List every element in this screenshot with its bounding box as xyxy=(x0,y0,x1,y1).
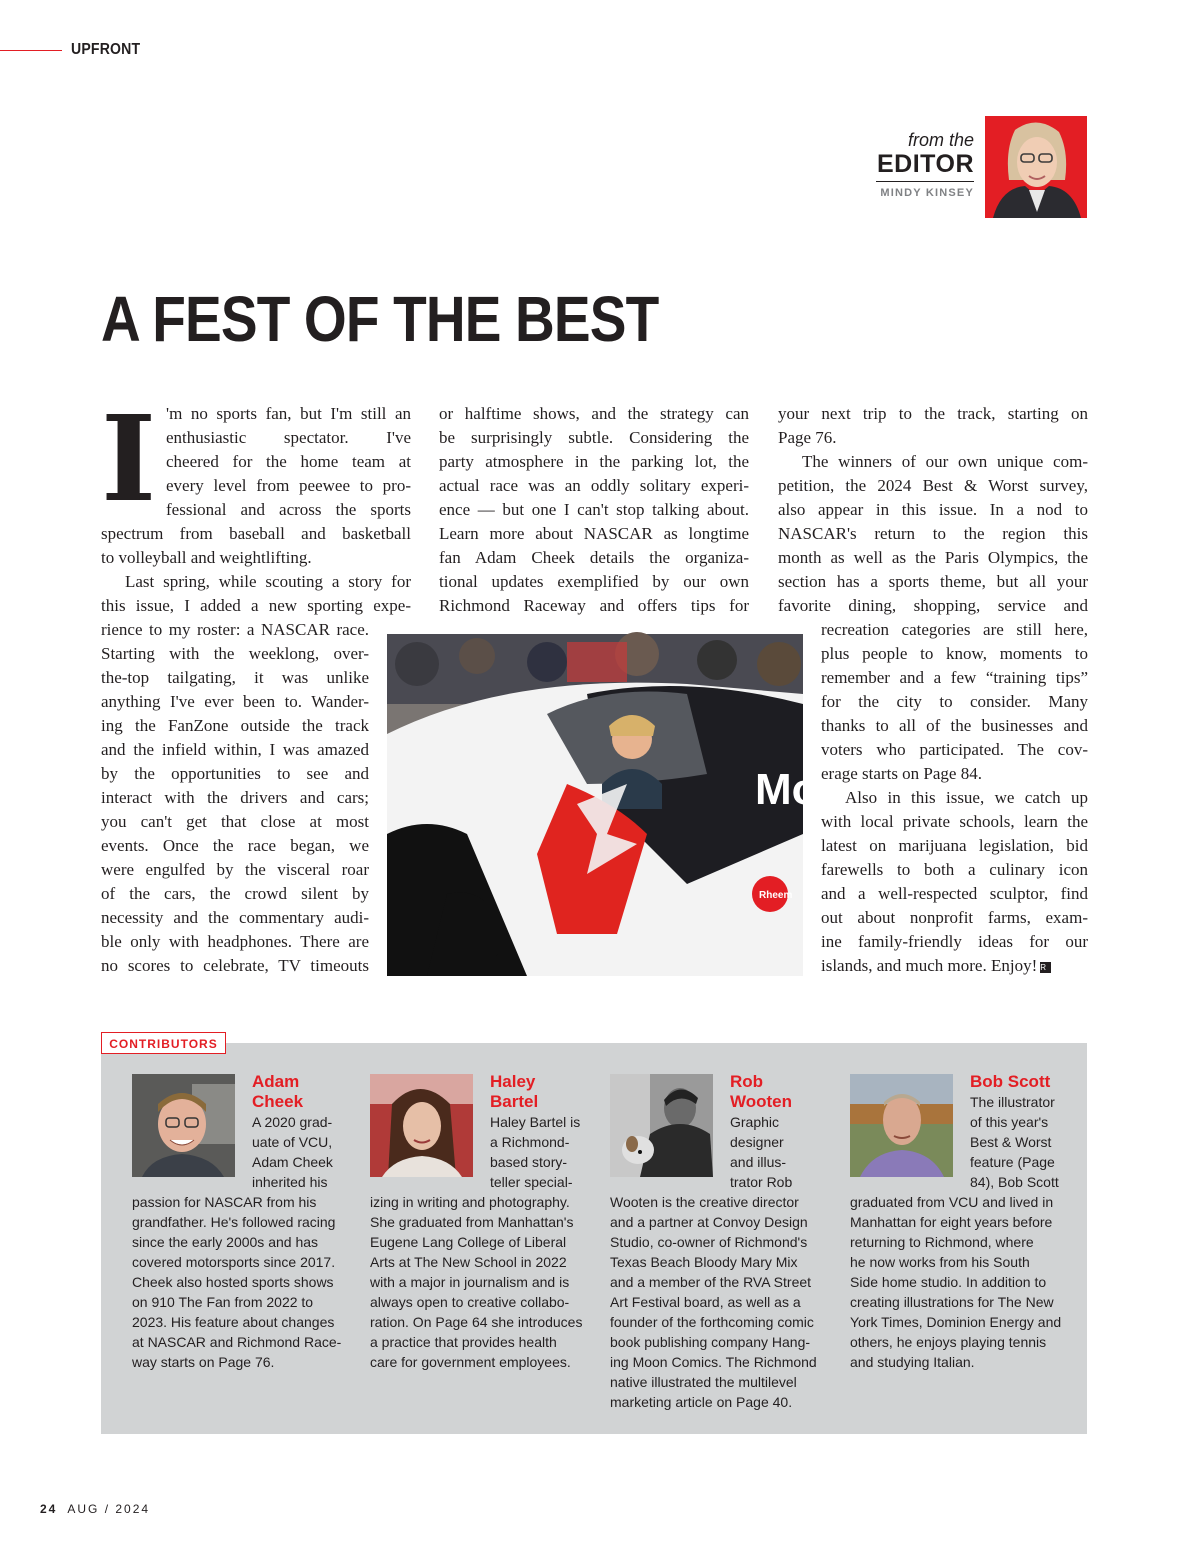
text-line: by the opportunities to see and xyxy=(101,764,369,783)
text-line: Last spring, while scouting a story for xyxy=(125,572,411,591)
contributor-photo xyxy=(132,1074,235,1177)
text-line: The winners of our own unique com- xyxy=(802,452,1088,471)
text-line: you can't get that close at most xyxy=(101,812,369,831)
text-line: favorite dining, shopping, service and xyxy=(778,596,1088,615)
text-line: interact with the drivers and cars; xyxy=(101,788,369,807)
text-line: recreation categories are still here, xyxy=(821,620,1088,639)
text-line: latest on marijuana legislation, bid xyxy=(821,836,1088,855)
contributor-bio: Graphic designer and illus- trator Rob xyxy=(730,1114,793,1190)
editor-name: MINDY KINSEY xyxy=(880,187,974,199)
text-line: the-top tailgating, it was unlike xyxy=(101,668,369,687)
text-line: every level from peewee to pro- xyxy=(166,476,411,495)
text-line: were engulfed by the visceral roar xyxy=(101,860,369,879)
text-line xyxy=(821,954,1088,978)
race-car-photo xyxy=(387,634,819,976)
contributor-photo xyxy=(850,1074,953,1177)
text-line: Page 76. xyxy=(778,428,837,447)
editor-label: EDITOR xyxy=(877,150,974,178)
section-rule xyxy=(0,50,62,51)
text-line: with local private schools, learn the xyxy=(821,812,1088,831)
text-line: erage starts on Page 84. xyxy=(821,764,982,783)
text-line: necessity and the commentary audi- xyxy=(101,908,369,927)
text-line: party atmosphere in the parking lot, the xyxy=(439,452,749,471)
text-line: voters who participated. The cov- xyxy=(821,740,1088,759)
contributor-photo xyxy=(610,1074,713,1177)
contributor-bio-continued: Wooten is the creative director and a partner at Convoy Design Studio, co-owner of Richmond's Texas Beach Bloody Mary Mix and a member of the RVA Street Art Festival board, as well as a founder of the forthcoming comic book publishing company Hang- ing Moon Comics. The Richmond native illustrated the multilevel marketing article on Page 40. xyxy=(610,1194,817,1410)
text-line: spectrum from baseball and basketball xyxy=(101,524,411,543)
text-line: also appear in this issue. In a nod to xyxy=(778,500,1088,519)
text-line: thanks to all of the businesses and xyxy=(821,716,1088,735)
text-line: ine family-friendly ideas for our xyxy=(821,932,1088,951)
text-line: fan Adam Cheek details the organiza- xyxy=(439,548,749,567)
contributors-label: CONTRIBUTORS xyxy=(101,1032,226,1054)
contributor-name: Adam Cheek xyxy=(252,1072,304,1111)
drop-cap: I xyxy=(101,389,157,528)
from-the-label: from the xyxy=(907,130,974,150)
contributor-photo xyxy=(370,1074,473,1177)
text-line: for the city to consider. Many xyxy=(821,692,1088,711)
page-folio xyxy=(40,1502,150,1516)
text-line: of the cars, the crowd silent by xyxy=(101,884,369,903)
headline: A FEST OF THE BEST xyxy=(101,283,659,355)
text-line: Also in this issue, we catch up xyxy=(845,788,1088,807)
section-label: UPFRONT xyxy=(71,41,141,58)
contributor-name: Haley Bartel xyxy=(490,1072,539,1111)
contributor-bio-continued: izing in writing and photography. She graduated from Manhattan's Eugene Lang College of Liberal Arts at The New School in 2022 with a major in journalism and is always open to creative collabo- ration. On Page 64 she introduces a practice that provides health care for government employees. xyxy=(370,1194,583,1370)
contributor-bio: The illustrator of this year's Best & Worst feature (Page 84), Bob Scott xyxy=(970,1094,1059,1190)
text-line: no scores to celebrate, TV timeouts xyxy=(101,956,369,975)
text-line: 'm no sports fan, but I'm still an xyxy=(166,404,411,423)
text-line: farewells to both a culinary icon xyxy=(821,860,1088,879)
contributor-bio: A 2020 grad- uate of VCU, Adam Cheek inherited his xyxy=(252,1114,333,1190)
text-line: and a well-respected sculptor, find xyxy=(821,884,1088,903)
text-line: Learn more about NASCAR as longtime xyxy=(439,524,749,543)
contributor-bio: Haley Bartel is a Richmond- based story- teller special- xyxy=(490,1114,581,1190)
contributor-bio-continued: graduated from VCU and lived in Manhattan for eight years before returning to Richmond, where he now works from his South Side home studio. In addition to creating illustrations for The New York Times, Dominion Energy and others, he enjoys playing tennis and studying Italian. xyxy=(850,1194,1062,1370)
text-line: your next trip to the track, starting on xyxy=(778,404,1088,423)
text-line: month as well as the Paris Olympics, the xyxy=(778,548,1088,567)
text-line: ing the FanZone outside the track xyxy=(101,716,369,735)
text-line: fessional and across the sports xyxy=(166,500,411,519)
page-number: 24 xyxy=(40,1502,58,1516)
text-line: section has a sports theme, but all your xyxy=(778,572,1088,591)
text-line: ble only with headphones. There are xyxy=(101,932,369,951)
text-line-end: islands, and much more. Enjoy! xyxy=(821,956,1038,975)
contributor-name: Bob Scott xyxy=(970,1072,1051,1091)
text-line: petition, the 2024 Best & Worst survey, xyxy=(778,476,1088,495)
contributor-bio-continued: passion for NASCAR from his grandfather. He's followed racing since the early 2000s and has covered motorsports since 2017. Cheek also hosted sports shows on 910 The Fan from 2022 to 2023. His feature about changes at NASCAR and Richmond Race- way starts on Page 76. xyxy=(132,1194,342,1370)
text-line: ence — but one I can't stop talking about. xyxy=(439,500,749,519)
text-line: anything I've ever been to. Wander- xyxy=(101,692,369,711)
article-col3 xyxy=(778,402,1088,618)
article-col1-top xyxy=(166,402,411,522)
text-line: actual race was an oddly solitary experi- xyxy=(439,476,749,495)
end-mark-icon: R xyxy=(1040,962,1051,973)
text-line: out about nonprofit farms, exam- xyxy=(821,908,1088,927)
issue-date: AUG / 2024 xyxy=(67,1502,151,1516)
text-line: to volleyball and weightlifting. xyxy=(101,548,312,567)
editor-divider xyxy=(876,181,974,182)
text-line: enthusiastic spectator. I've xyxy=(166,428,411,447)
editor-portrait xyxy=(985,116,1087,218)
car-sponsor-text: Rheem xyxy=(759,890,793,901)
text-line: rience to my roster: a NASCAR race. xyxy=(101,620,369,639)
text-line: Richmond Raceway and offers tips for xyxy=(439,596,749,615)
text-line: cheered for the home team at xyxy=(166,452,411,471)
text-line: be surprisingly subtle. Considering the xyxy=(439,428,749,447)
editor-byline xyxy=(860,130,974,199)
article-col3-wrap xyxy=(821,618,1088,978)
text-line: NASCAR's return to the region this xyxy=(778,524,1088,543)
car-logo-text: Mo xyxy=(755,765,819,814)
text-line: Starting with the weeklong, over- xyxy=(101,644,369,663)
text-line: events. Once the race began, we xyxy=(101,836,369,855)
text-line: or halftime shows, and the strategy can xyxy=(439,404,749,423)
text-line: tional updates exemplified by our own xyxy=(439,572,749,591)
text-line: plus people to know, moments to xyxy=(821,644,1088,663)
article-col1-rest xyxy=(101,522,411,978)
article-col2 xyxy=(439,402,749,618)
contributor-name: Rob Wooten xyxy=(730,1072,793,1111)
text-line: and the infield within, I was amazed xyxy=(101,740,369,759)
text-line: remember and a few “training tips” xyxy=(821,668,1088,687)
text-line: this issue, I added a new sporting expe- xyxy=(101,596,411,615)
